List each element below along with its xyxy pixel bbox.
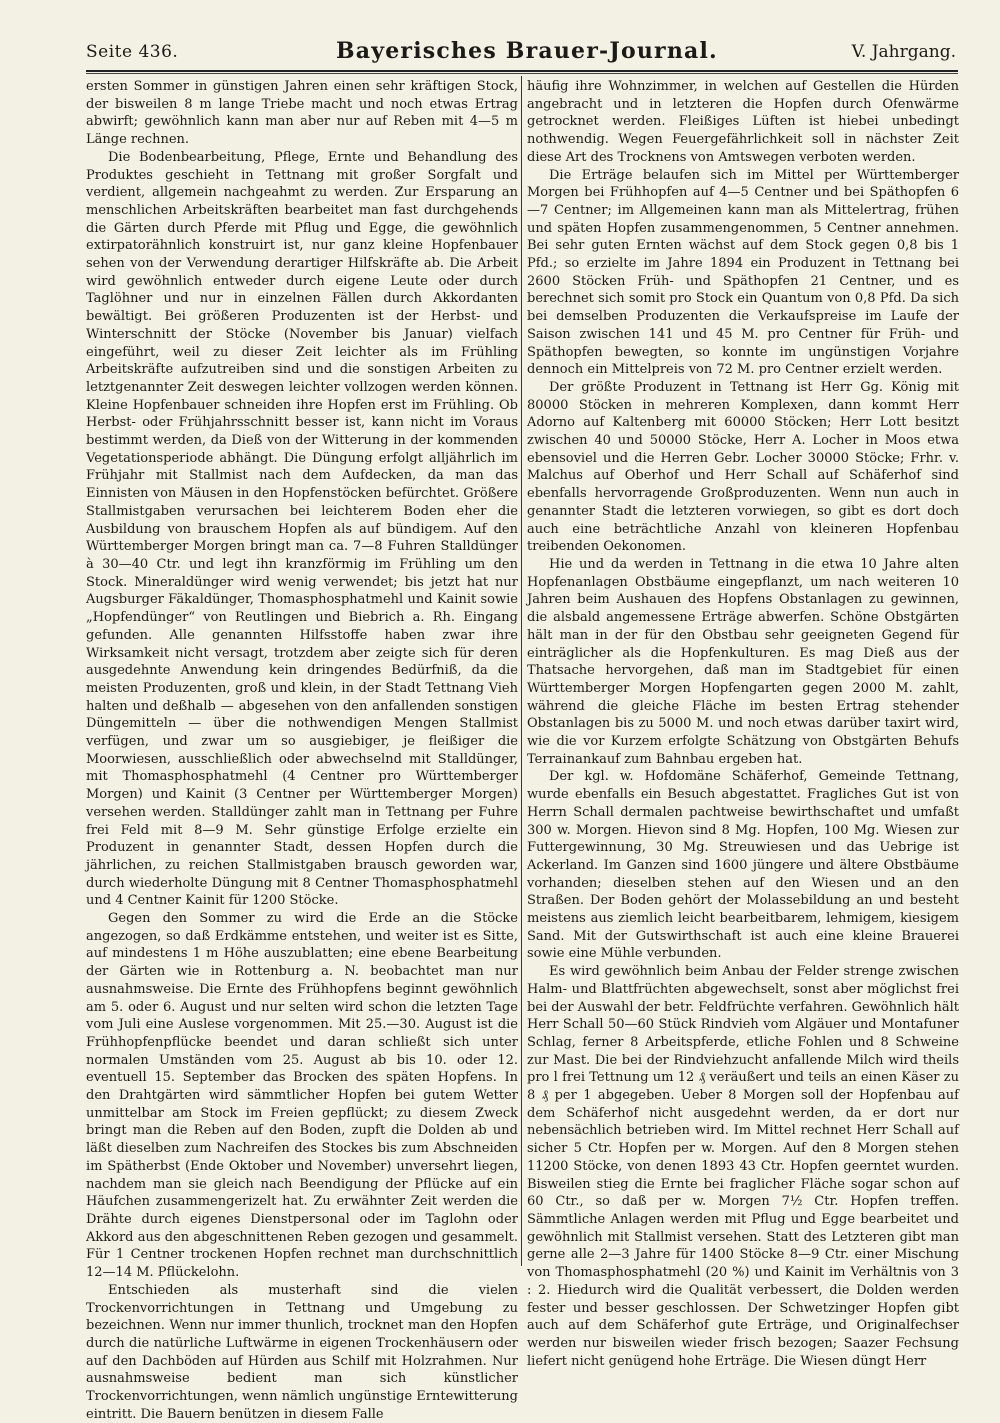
paragraph: Entschieden als musterhaft sind die vielen Trockenvorrichtungen in Tettnang und Umgebung zu bezeichnen. Wenn nur immer thunlich, trocknet man den Hopfen durch die natürliche Luftwärme in eigenen Trockenhäusern oder auf den Dachböden auf Hürden aus Schilf mit Holzrahmen. Nur ausnahmsweise bedient man sich künstlicher Trockenvorrichtungen, wenn nämlich ungünstige Erntewitterung eintritt. Die Bauern benützen in diesem Falle bbox=[86, 1282, 518, 1422]
column-divider bbox=[521, 76, 522, 1266]
right-column bbox=[527, 78, 959, 1370]
page-number: Seite 436. bbox=[86, 42, 179, 62]
paragraph: Es wird gewöhnlich beim Anbau der Felder strenge zwischen Halm- und Blattfrüchten abgewechselt, sonst aber möglichst frei bei der Auswahl der betr. Feldfrüchte verfahren. Gewöhnlich hält Herr Schall 50—60 Stück Rindvieh vom Algäuer und Montafuner Schlag, ferner 8 Arbeitspferde, etliche Fohlen und 8 Schweine zur Mast. Die bei der Rindviehzucht anfallende Milch wird theils pro l frei Tettnung um 12 ₰ veräußert und teils an einen Käser zu 8 ₰ per 1 abgegeben. Ueber 8 Morgen soll der Hopfenbau auf dem Schäferhof nicht ausgedehnt werden, da er dort nur nebensächlich betrieben wird. Im Mittel rechnet Herr Schall auf sicher 5 Ctr. Hopfen per w. Morgen. Auf den 8 Morgen stehen 11200 Stöcke, von denen 1893 43 Ctr. Hopfen geerntet wurden. Bisweilen stieg die Ernte bei fraglicher Fläche sogar schon auf 60 Ctr., so daß per w. Morgen 7½ Ctr. Hopfen treffen. Sämmtliche Anlagen werden mit Pflug und Egge bearbeitet und gewöhnlich mit Stallmist versehen. Statt des Letzteren gibt man gerne alle 2—3 Jahre für 1400 Stöcke 8—9 Ctr. einer Mischung von Thomasphosphatmehl (20 %) und Kainit im Verhältnis von 3 : 2. Hiedurch wird die Qualität verbessert, die Dolden werden fester und besser geschlossen. Der Schwetzinger Hopfen gibt auch auf dem Schäferhof gute Erträge, und Originalfechser werden nur bisweilen wieder frisch bezogen; Saazer Fechsung liefert nicht genügend hohe Erträge. Die Wiesen düngt Herr bbox=[527, 964, 959, 1369]
paragraph: Der kgl. w. Hofdomäne Schäferhof, Gemeinde Tettnang, wurde ebenfalls ein Besuch abgestattet. Fragliches Gut ist von Herrn Schall dermalen pachtweise bewirthschaftet und umfaßt 300 w. Morgen. Hievon sind 8 Mg. Hopfen, 100 Mg. Wiesen zur Futtergewinnung, 30 Mg. Streuwiesen und das Uebrige ist Ackerland. Im Ganzen sind 1600 jüngere und ältere Obstbäume vorhanden; dieselben stehen auf den Wiesen und an den Straßen. Der Boden gehört der Molassebildung an und besteht meistens aus ziemlich leicht bearbeitbarem, lehmigem, kiesigem Sand. Mit der Gutswirthschaft ist auch eine kleine Brauerei sowie eine Mühle verbunden. bbox=[527, 769, 959, 962]
paragraph: Die Bodenbearbeitung, Pflege, Ernte und Behandlung des Produktes geschieht in Tettnang mit großer Sorgfalt und verdient, allgemein nachgeahmt zu werden. Zur Ersparung an menschlichen Arbeitskräften bearbeitet man fast durchgehends die Gärten durch Pferde mit Pflug und Egge, die gewöhnlich extirpatorähnlich konstruirt ist, nur ganz kleine Hopfenbauer sehen von der Verwendung derartiger Hilfskräfte ab. Die Arbeit wird gewöhnlich entweder durch eigene Leute oder durch Taglöhner und nur in einzelnen Fällen durch Akkordanten bewältigt. Bei größeren Produzenten ist der Herbst- und Winterschnitt der Stöcke (November bis Januar) vielfach eingeführt, weil zu dieser Zeit leichter als im Frühling Arbeitskräfte aufzutreiben sind und die sonstigen Arbeiten zu letztgenannter Zeit deswegen leichter vollzogen werden können. Kleine Hopfenbauer schneiden ihre Hopfen erst im Frühling. Ob Herbst- oder Frühjahrsschnitt besser ist, kann nicht im Voraus bestimmt werden, da Dieß von der Witterung in der kommenden Vegetationsperiode abhängt. Die Düngung erfolgt alljährlich im Frühjahr mit Stallmist nach dem Aufdecken, da man das Einnisten von Mäusen in den Hopfenstöcken befürchtet. Größere Stallmistgaben verursachen bei leichterem Boden eher die Ausbildung von brauschem Hopfen als auf bündigem. Auf den Württemberger Morgen bringt man ca. 7—8 Fuhren Stalldünger à 30—40 Ctr. und legt ihn kranzförmig im Frühling um den Stock. Mineraldünger wird wenig verwendet; bis jetzt hat nur Augsburger Fäkaldünger, Thomasphosphatmehl und Kainit sowie „Hopfendünger“ von Reutlingen und Biebrich a. Rh. Eingang gefunden. Alle genannten Hilfsstoffe haben zwar ihre Wirksamkeit nicht versagt, trotzdem aber zeigte sich für deren ausgedehnte Anwendung kein dringendes Bedürfniß, da die meisten Produzenten, groß und klein, in der Stadt Tettnang Vieh halten und deßhalb — abgesehen von den anfallenden sonstigen Düngemitteln — über die nothwendigen Mengen Stallmist verfügen, und zwar um so ausgiebiger, je fleißiger die Moorwiesen, ausschließlich oder abwechselnd mit Stalldünger, mit Thomasphosphatmehl (4 Centner pro Württemberger Morgen) und Kainit (3 Centner per Württemberger Morgen) versehen werden. Stalldünger zahlt man in Tettnang per Fuhre frei Feld mit 8—9 M. Sehr günstige Erfolge erzielte ein Produzent in genannter Stadt, dessen Hopfen durch die jährlichen, zu reichen Stallmistgaben brausch geworden war, durch wiederholte Düngung mit 8 Centner Thomasphosphatmehl und 4 Centner Kainit für 1200 Stöcke. bbox=[86, 149, 518, 909]
paragraph: häufig ihre Wohnzimmer, in welchen auf Gestellen die Hürden angebracht und in letzteren die Hopfen durch Ofenwärme getrocknet werden. Fleißiges Lüften ist hiebei unbedingt nothwendig. Wegen Feuergefährlichkeit soll in nächster Zeit diese Art des Trocknens von Amtswegen verboten werden. bbox=[527, 79, 959, 165]
header-rule-thin bbox=[86, 73, 958, 74]
paragraph: Gegen den Sommer zu wird die Erde an die Stöcke angezogen, so daß Erdkämme entstehen, und weiter ist es Sitte, auf mindestens 1 m Höhe auszublatten; eine ebene Bearbeitung der Gärten wie in Rottenburg a. N. beobachtet man nur ausnahmsweise. Die Ernte des Frühhopfens beginnt gewöhnlich am 5. oder 6. August und nur selten wird schon die letzten Tage vom Juli eine Auslese vorgenommen. Mit 25.—30. August ist die Frühhopfenpflücke beendet und daran schließt sich unter normalen Umständen vom 25. August ab bis 10. oder 12. eventuell 15. September das Brocken des späten Hopfens. In den Drahtgärten wird sämmtlicher Hopfen bei gutem Wetter unmittelbar am Stock im Freien gepflückt; zu diesem Zweck bringt man die Reben auf den Boden, zupft die Dolden ab und läßt dieselben zum Nachreifen des Stockes bis zum Abschneiden im Spätherbst (Ende Oktober und November) unversehrt liegen, nachdem man sie gleich nach Beendigung der Pflücke auf ein Häufchen zusammengerizelt hat. Zu erwähnter Zeit werden die Drähte durch eigenes Dienstpersonal oder im Taglohn oder Akkord aus den abgeschnittenen Reben gezogen und gesammelt. Für 1 Centner trockenen Hopfen rechnet man durchschnittlich 12—14 M. Pflückelohn. bbox=[86, 911, 518, 1281]
paragraph: Der größte Produzent in Tettnang ist Herr Gg. König mit 80000 Stöcken in mehreren Komplexen, dann kommt Herr Adorno auf Kaltenberg mit 60000 Stöcken; Herr Lott besitzt zwischen 40 und 50000 Stöcke, Herr A. Locher in Moos etwa ebensoviel und die Herren Gebr. Locher 30000 Stöcke; Frhr. v. Malchus auf Oberhof und Herr Schall auf Schäferhof sind ebenfalls hervorragende Großproduzenten. Wenn nun auch in genannter Stadt die letzteren vorwiegen, so gibt es dort doch auch eine beträchtliche Anzahl von kleineren Hopfenbau treibenden Oekonomen. bbox=[527, 379, 959, 555]
volume-label: V. Jahrgang. bbox=[851, 42, 956, 62]
page-header bbox=[86, 36, 956, 66]
paragraph: Hie und da werden in Tettnang in die etwa 10 Jahre alten Hopfenanlagen Obstbäume eingepflanzt, um nach weiteren 10 Jahren beim Aushauen des Hopfens Obstanlagen zu gewinnen, die alsbald angemessene Erträge abwerfen. Schöne Obstgärten hält man in der für den Obstbau sehr geeigneten Gegend für einträglicher als die Hopfenkulturen. Es mag Dieß aus der Thatsache hervorgehen, daß man im Stadtgebiet für einen Württemberger Morgen Hopfengarten gegen 2000 M. zahlt, während die gleiche Fläche im besten Ertrag stehender Obstanlagen bis zu 5000 M. und noch etwas darüber taxirt wird, wie die vor Kurzem erfolgte Schätzung von Obstgärten Behufs Terrainankauf zum Bahnbau ergeben hat. bbox=[527, 556, 959, 767]
paragraph: ersten Sommer in günstigen Jahren einen sehr kräftigen Stock, der bisweilen 8 m lange Triebe macht und noch etwas Ertrag abwirft; gewöhnlich kann man aber nur auf Reben mit 4—5 m Länge rechnen. bbox=[86, 79, 518, 148]
journal-title: Bayerisches Brauer-Journal. bbox=[336, 38, 718, 64]
paragraph: Die Erträge belaufen sich im Mittel per Württemberger Morgen bei Frühhopfen auf 4—5 Centner und bei Späthopfen 6—7 Centner; im Allgemeinen kann man als Mittelertrag, frühen und späten Hopfen zusammengenommen, 5 Centner annehmen. Bei sehr guten Ernten wächst auf dem Stock gegen 0,8 bis 1 Pfd.; so erzielte im Jahre 1894 ein Produzent in Tettnang bei 2600 Stöcken Früh- und Späthopfen 21 Centner, und es berechnet sich somit pro Stock ein Quantum von 0,8 Pfd. Da sich bei demselben Produzenten die Verkaufspreise im Laufe der Saison zwischen 141 und 45 M. pro Centner für Früh- und Späthopfen bewegten, so konnte im ungünstigen Vorjahre dennoch ein Mittelpreis von 72 M. pro Centner erzielt werden. bbox=[527, 167, 959, 378]
header-rule bbox=[86, 70, 958, 72]
left-column bbox=[86, 78, 518, 1423]
